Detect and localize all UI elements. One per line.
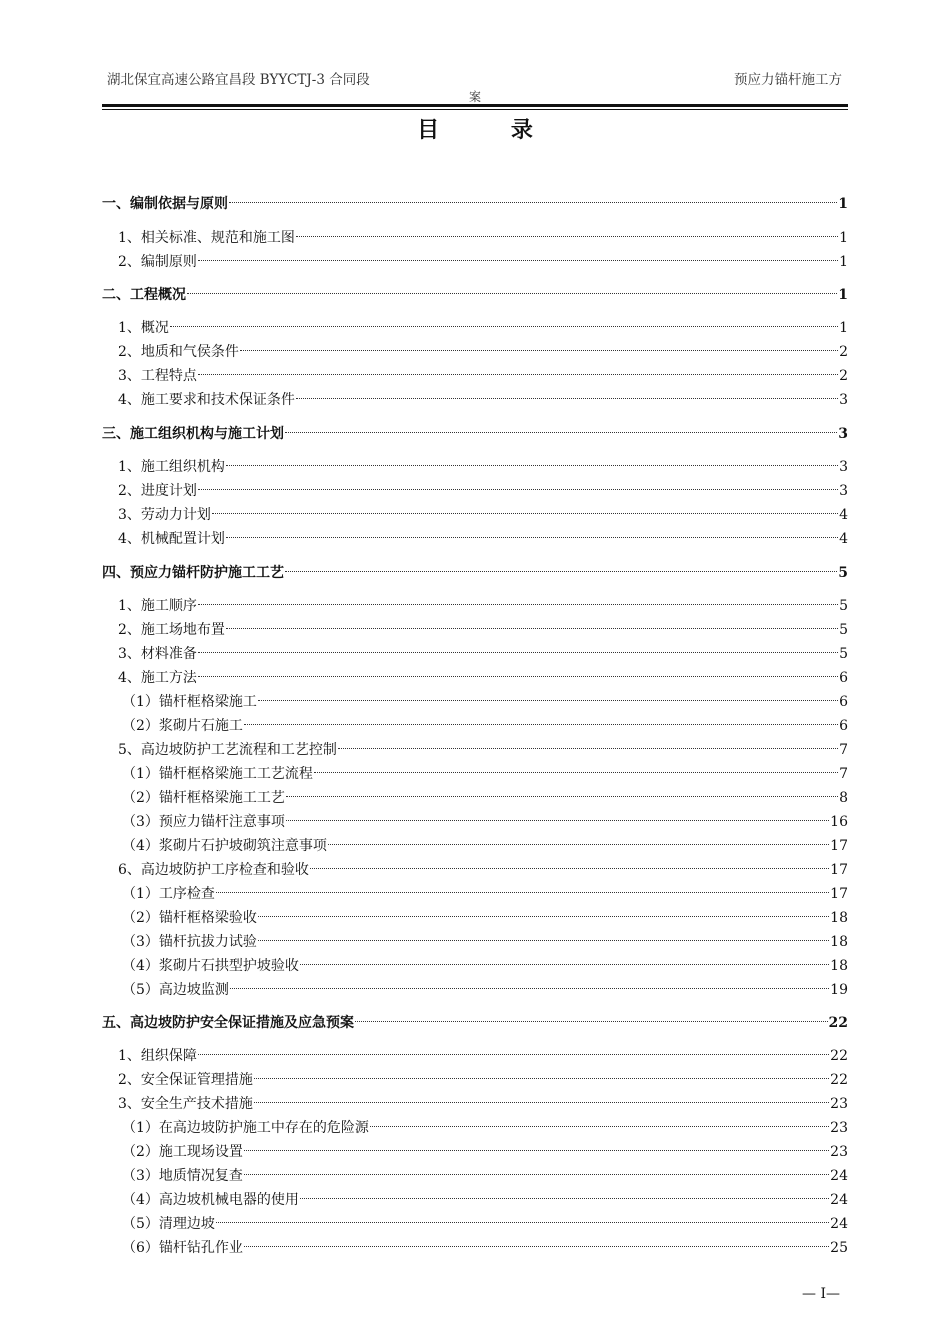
toc-entry-page: 2 xyxy=(839,344,848,360)
toc-leader-dots xyxy=(230,988,829,989)
toc-entry-title: 2、安全保证管理措施 xyxy=(118,1072,253,1088)
toc-entry-title: 3、安全生产技术措施 xyxy=(118,1096,253,1112)
toc-leader-dots xyxy=(296,398,838,399)
toc-entry-title: 2、施工场地布置 xyxy=(118,622,225,638)
toc-leader-dots xyxy=(258,940,829,941)
toc-entry-page: 4 xyxy=(839,507,848,523)
toc-leader-dots xyxy=(296,236,838,237)
toc-entry-page: 5 xyxy=(839,598,848,614)
toc-entry-title: 1、施工顺序 xyxy=(118,598,197,614)
toc-entry-page: 1 xyxy=(839,320,848,336)
toc-entry xyxy=(102,505,848,525)
toc-entry xyxy=(102,252,848,272)
toc-entry xyxy=(102,884,848,904)
toc-entry-page: 17 xyxy=(830,838,848,854)
toc-entry xyxy=(102,932,848,952)
toc-entry xyxy=(102,424,848,444)
toc-entry-page: 17 xyxy=(830,886,848,902)
toc-entry-title: （3）锚杆抗拔力试验 xyxy=(122,934,257,950)
toc-entry-page: 24 xyxy=(830,1168,848,1184)
toc-entry-title: 1、施工组织机构 xyxy=(118,459,225,475)
toc-entry xyxy=(102,342,848,362)
toc-entry-page: 18 xyxy=(830,910,848,926)
toc-leader-dots xyxy=(338,748,838,749)
toc-entry xyxy=(102,1166,848,1186)
toc-entry-title: （4）浆砌片石护坡砌筑注意事项 xyxy=(122,838,327,854)
toc-entry-title: （1）在高边坡防护施工中存在的危险源 xyxy=(122,1120,369,1136)
toc-entry-title: 二、工程概况 xyxy=(102,287,186,303)
toc-leader-dots xyxy=(198,652,838,653)
toc-entry-page: 3 xyxy=(839,483,848,499)
toc-entry-page: 7 xyxy=(839,742,848,758)
toc-leader-dots xyxy=(285,432,837,433)
toc-entry xyxy=(102,812,848,832)
toc-entry-page: 2 xyxy=(839,368,848,384)
toc-entry-title: 三、施工组织机构与施工计划 xyxy=(102,426,284,442)
toc-entry xyxy=(102,692,848,712)
toc-entry-page: 22 xyxy=(828,1015,848,1031)
toc-leader-dots xyxy=(314,772,838,773)
toc-entry-title: （3）预应力锚杆注意事项 xyxy=(122,814,285,830)
toc-entry xyxy=(102,529,848,549)
toc-entry-page: 23 xyxy=(830,1096,848,1112)
toc-entry-page: 3 xyxy=(838,426,848,442)
toc-entry-page: 24 xyxy=(830,1216,848,1232)
toc-entry-page: 3 xyxy=(839,459,848,475)
page-number: — I— xyxy=(802,1286,840,1302)
toc-entry-page: 22 xyxy=(830,1048,848,1064)
toc-entry xyxy=(102,1046,848,1066)
toc-entry xyxy=(102,836,848,856)
toc-entry-page: 23 xyxy=(830,1120,848,1136)
toc-leader-dots xyxy=(244,1150,829,1151)
toc-entry-page: 6 xyxy=(839,670,848,686)
toc-leader-dots xyxy=(355,1021,828,1022)
toc-entry-title: 1、组织保障 xyxy=(118,1048,197,1064)
toc-leader-dots xyxy=(198,374,838,375)
toc-entry-page: 6 xyxy=(839,694,848,710)
toc-entry-title: 3、材料准备 xyxy=(118,646,197,662)
toc-entry-title: 4、施工要求和技术保证条件 xyxy=(118,392,295,408)
toc-entry xyxy=(102,956,848,976)
toc-entry-title: 2、进度计划 xyxy=(118,483,197,499)
toc-entry-page: 24 xyxy=(830,1192,848,1208)
toc-leader-dots xyxy=(216,1222,829,1223)
toc-leader-dots xyxy=(286,820,829,821)
toc-entry xyxy=(102,457,848,477)
toc-leader-dots xyxy=(229,202,837,203)
header-rule-thick xyxy=(102,104,848,107)
toc-entry-page: 25 xyxy=(830,1240,848,1256)
toc-leader-dots xyxy=(198,260,838,261)
toc-entry-page: 16 xyxy=(830,814,848,830)
toc-leader-dots xyxy=(226,465,838,466)
toc-entry-title: （2）浆砌片石施工 xyxy=(122,718,243,734)
toc-entry-title: （1）锚杆框格梁施工 xyxy=(122,694,257,710)
toc-entry-title: （2）锚杆框格梁验收 xyxy=(122,910,257,926)
toc-leader-dots xyxy=(254,1078,829,1079)
toc-entry-page: 5 xyxy=(838,565,848,581)
toc-entry-page: 1 xyxy=(839,230,848,246)
toc-entry-title: 3、劳动力计划 xyxy=(118,507,211,523)
header-continuation: 案 xyxy=(468,90,481,104)
toc-entry-page: 18 xyxy=(830,958,848,974)
toc-leader-dots xyxy=(244,724,838,725)
toc-entry-page: 5 xyxy=(839,646,848,662)
toc-leader-dots xyxy=(285,571,837,572)
toc-entry xyxy=(102,390,848,410)
toc-entry-page: 1 xyxy=(838,287,848,303)
toc-entry-page: 4 xyxy=(839,531,848,547)
toc-entry-title: 3、工程特点 xyxy=(118,368,197,384)
toc-entry-title: （4）高边坡机械电器的使用 xyxy=(122,1192,299,1208)
toc-entry-title: （1）锚杆框格梁施工工艺流程 xyxy=(122,766,313,782)
toc-entry xyxy=(102,1070,848,1090)
toc-entry-title: 1、概况 xyxy=(118,320,169,336)
toc-entry xyxy=(102,366,848,386)
toc-entry-title: （5）高边坡监测 xyxy=(122,982,229,998)
toc-entry xyxy=(102,620,848,640)
toc-leader-dots xyxy=(170,326,838,327)
toc-entry-title: 1、相关标准、规范和施工图 xyxy=(118,230,295,246)
toc-entry-title: （2）施工现场设置 xyxy=(122,1144,243,1160)
toc-entry xyxy=(102,740,848,760)
toc-entry-page: 19 xyxy=(830,982,848,998)
toc-entry xyxy=(102,1118,848,1138)
toc-entry-page: 1 xyxy=(838,196,848,212)
toc-entry xyxy=(102,1013,848,1033)
toc-leader-dots xyxy=(370,1126,829,1127)
toc-leader-dots xyxy=(286,796,838,797)
page-title: 目 录 xyxy=(417,117,565,143)
toc-entry xyxy=(102,285,848,305)
toc-entry xyxy=(102,644,848,664)
toc-leader-dots xyxy=(258,916,829,917)
header-right: 预应力锚杆施工方 xyxy=(734,72,842,88)
toc-entry xyxy=(102,228,848,248)
toc-entry-title: 4、机械配置计划 xyxy=(118,531,225,547)
toc-entry-page: 8 xyxy=(839,790,848,806)
toc-leader-dots xyxy=(240,350,838,351)
header-rule-thin xyxy=(102,109,848,110)
toc-entry xyxy=(102,716,848,736)
toc-entry xyxy=(102,1190,848,1210)
toc-entry-page: 1 xyxy=(839,254,848,270)
toc-entry xyxy=(102,194,848,214)
toc-entry-title: （5）清理边坡 xyxy=(122,1216,215,1232)
toc-leader-dots xyxy=(198,604,838,605)
toc-entry xyxy=(102,1142,848,1162)
toc-entry-title: （4）浆砌片石拱型护坡验收 xyxy=(122,958,299,974)
toc-entry xyxy=(102,980,848,1000)
toc-leader-dots xyxy=(216,892,829,893)
toc-entry-title: 四、预应力锚杆防护施工工艺 xyxy=(102,565,284,581)
toc-entry xyxy=(102,596,848,616)
toc-entry-title: 一、编制依据与原则 xyxy=(102,196,228,212)
toc-leader-dots xyxy=(258,700,838,701)
toc-entry-title: 4、施工方法 xyxy=(118,670,197,686)
toc-entry xyxy=(102,481,848,501)
toc-leader-dots xyxy=(300,1198,829,1199)
toc-leader-dots xyxy=(226,537,838,538)
toc-entry xyxy=(102,1094,848,1114)
toc-leader-dots xyxy=(244,1174,829,1175)
toc-entry xyxy=(102,788,848,808)
toc-entry-page: 23 xyxy=(830,1144,848,1160)
toc-leader-dots xyxy=(226,628,838,629)
toc-leader-dots xyxy=(254,1102,829,1103)
toc-entry xyxy=(102,1214,848,1234)
toc-leader-dots xyxy=(244,1246,829,1247)
header-left: 湖北保宜高速公路宜昌段 BYYCTJ-3 合同段 xyxy=(107,72,370,88)
toc-entry xyxy=(102,764,848,784)
toc-leader-dots xyxy=(198,1054,829,1055)
toc-entry-page: 6 xyxy=(839,718,848,734)
toc-entry-title: 5、高边坡防护工艺流程和工艺控制 xyxy=(118,742,337,758)
toc-entry-title: （1）工序检查 xyxy=(122,886,215,902)
toc-entry xyxy=(102,860,848,880)
toc-entry-title: 五、高边坡防护安全保证措施及应急预案 xyxy=(102,1015,354,1031)
toc-entry-page: 5 xyxy=(839,622,848,638)
toc-entry-title: 2、地质和气侯条件 xyxy=(118,344,239,360)
toc-leader-dots xyxy=(198,676,838,677)
toc-entry-title: （2）锚杆框格梁施工工艺 xyxy=(122,790,285,806)
toc-entry xyxy=(102,668,848,688)
toc-entry xyxy=(102,908,848,928)
toc-entry xyxy=(102,563,848,583)
toc-entry xyxy=(102,1238,848,1258)
toc-leader-dots xyxy=(187,293,837,294)
toc-entry-page: 3 xyxy=(839,392,848,408)
toc-entry-page: 18 xyxy=(830,934,848,950)
toc-leader-dots xyxy=(328,844,829,845)
toc-entry-title: （3）地质情况复查 xyxy=(122,1168,243,1184)
toc-leader-dots xyxy=(212,513,838,514)
toc-leader-dots xyxy=(198,489,838,490)
toc-entry-title: （6）锚杆钻孔作业 xyxy=(122,1240,243,1256)
toc-leader-dots xyxy=(300,964,829,965)
toc-leader-dots xyxy=(310,868,829,869)
toc-entry-title: 6、高边坡防护工序检查和验收 xyxy=(118,862,309,878)
toc-entry-page: 22 xyxy=(830,1072,848,1088)
toc-entry xyxy=(102,318,848,338)
toc-entry-page: 7 xyxy=(839,766,848,782)
toc-entry-title: 2、编制原则 xyxy=(118,254,197,270)
toc-entry-page: 17 xyxy=(830,862,848,878)
